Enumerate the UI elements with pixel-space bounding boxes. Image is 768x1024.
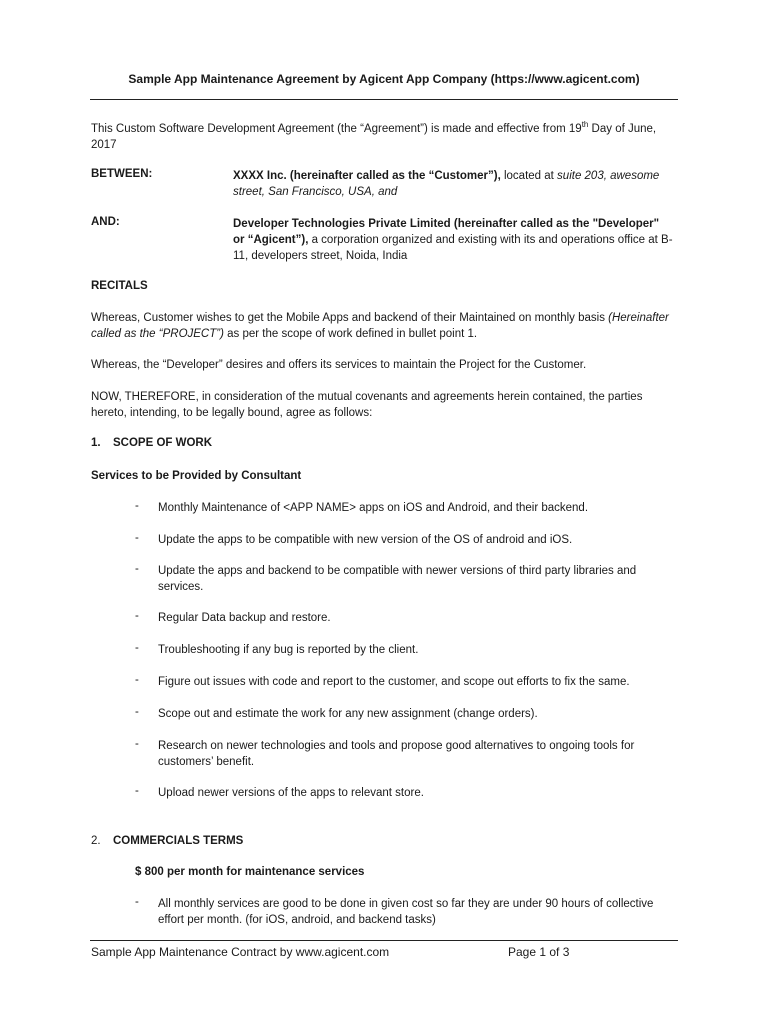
between-text	[233, 168, 673, 200]
section-1-number: 1.	[91, 437, 101, 449]
list-item: Update the apps to be compatible with new version of the OS of android and iOS.	[158, 534, 573, 546]
list-dash: -	[135, 532, 139, 544]
recital-1-italic: (Hereinafter called as the “PROJECT”)	[91, 312, 669, 340]
list-dash: -	[135, 738, 139, 750]
list-dash: -	[135, 706, 139, 718]
header-divider	[90, 99, 678, 100]
list-item: Troubleshooting if any bug is reported by the client.	[158, 644, 419, 656]
intro-paragraph	[91, 121, 686, 153]
between-label: BETWEEN:	[91, 168, 153, 180]
customer-name: XXXX Inc. (hereinafter called as the “Customer”),	[233, 170, 501, 182]
footer-divider	[90, 940, 678, 941]
recital-paragraph-2: Whereas, the “Developer” desires and offers its services to maintain the Project for the Customer.	[91, 359, 587, 371]
list-dash: -	[135, 642, 139, 654]
and-label: AND:	[91, 216, 120, 228]
price-line: $ 800 per month for maintenance services	[135, 866, 365, 878]
list-item: Monthly Maintenance of <APP NAME> apps on iOS and Android, and their backend.	[158, 502, 589, 514]
list-dash: -	[135, 500, 139, 512]
section-2-heading: COMMERCIALS TERMS	[113, 835, 244, 847]
list-dash: -	[135, 610, 139, 622]
intro-text: This Custom Software Development Agreement (the “Agreement”) is made and effective from 19	[91, 123, 582, 135]
list-item: Upload newer versions of the apps to relevant store.	[158, 787, 424, 799]
page-number: Page 1 of 3	[508, 945, 570, 959]
customer-address: suite 203, awesome street, San Francisco, USA, and	[233, 170, 660, 198]
recital-1-text: Whereas, Customer wishes to get the Mobile Apps and backend of their Maintained on monthly basis	[91, 312, 609, 324]
list-item: Update the apps and backend to be compatible with newer versions of third party libraries and services.	[158, 565, 637, 593]
section-1-heading: SCOPE OF WORK	[113, 437, 213, 449]
document-header-title: Sample App Maintenance Agreement by Agicent App Company (https://www.agicent.com)	[128, 72, 640, 86]
recitals-heading: RECITALS	[91, 280, 148, 292]
footer-text: Sample App Maintenance Contract by www.agicent.com	[91, 945, 390, 959]
list-item: Regular Data backup and restore.	[158, 612, 331, 624]
list-item: All monthly services are good to be done in given cost so far they are under 90 hours of collective effort per month. (for iOS, android, and backend tasks)	[158, 898, 654, 926]
list-item: Scope out and estimate the work for any new assignment (change orders).	[158, 708, 538, 720]
intro-superscript: th	[581, 120, 589, 130]
list-item: Figure out issues with code and report to the customer, and scope out efforts to fix the same.	[158, 676, 630, 688]
list-item: Research on newer technologies and tools and propose good alternatives to ongoing tools for customers’ benefit.	[158, 740, 635, 768]
developer-address: a corporation organized and existing with its and operations office at B-11, developers street, Noida, India	[233, 234, 673, 262]
list-dash: -	[135, 674, 139, 686]
developer-name: Developer Technologies Private Limited (hereinafter called as the "Developer" or “Agicent”),	[233, 218, 660, 246]
list-dash: -	[135, 896, 139, 908]
recital-paragraph-3: NOW, THEREFORE, in consideration of the mutual covenants and agreements herein contained, the parties hereto, intending, to be legally bound, agree as follows:	[91, 391, 643, 419]
recital-paragraph-1	[91, 310, 681, 342]
intro-year: 2017	[91, 139, 117, 151]
between-located: located at	[500, 170, 558, 182]
intro-text-end: Day of June,	[588, 123, 657, 135]
list-dash: -	[135, 785, 139, 797]
recital-1-end: as per the scope of work defined in bullet point 1.	[223, 328, 478, 340]
list-dash: -	[135, 563, 139, 575]
services-subheading: Services to be Provided by Consultant	[91, 470, 302, 482]
and-text	[233, 216, 673, 264]
section-2-number: 2.	[91, 835, 101, 847]
